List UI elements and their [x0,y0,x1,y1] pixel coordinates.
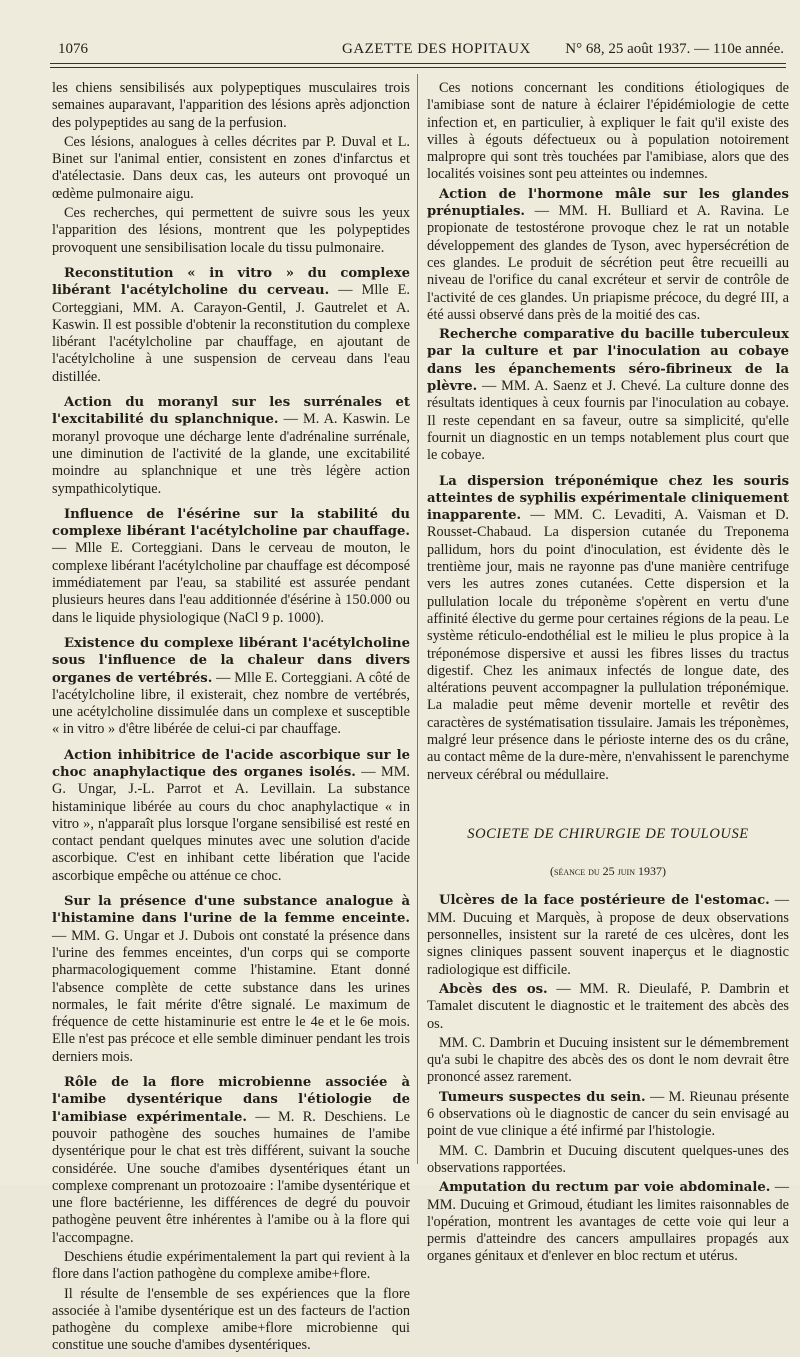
abstract-entry [52,893,410,1066]
right-column [427,80,789,1268]
abstract-entry [427,981,789,1033]
paragraph: Ces recherches, qui permettent de suivre sous les yeux l'apparition des lésions, montrent que les polypeptides provoquent une sensibilisation locale du tissu pulmonaire. [52,205,410,256]
abstract-entry [52,394,410,498]
abstract-entry [52,506,410,627]
abstract-entry [427,1179,789,1265]
abstract-heading: Tumeurs suspectes du sein. [439,1089,646,1105]
abstract-body: — MM. H. Bulliard et A. Ravina. Le propionate de testostérone provoque chez le rat un notable développement des glandes de Tyson, avec hypersécrétion de ces glandes. Le produit de sécrétion peut être recueilli au niveau de l'orifice du canal excréteur et servir de contrôle de l'activité de ces glandes. Un priapisme précoce, du degré III, a été aussi observé dans près de la moitié des cas. [427,203,789,323]
session-date: (séance du 25 juin 1937) [550,864,666,879]
issue-info: N° 68, 25 août 1937. — 110e année. [565,41,784,57]
abstract-heading: Action inhibitrice de l'acide ascorbique sur le choc anaphylactique des organes isolés. [52,747,410,780]
journal-title: GAZETTE DES HOPITAUX [342,41,531,57]
abstract-body: — MM. G. Ungar et J. Dubois ont constaté la présence dans l'urine des femmes enceintes, d'un corps qui se comporte pharmacologiquement comme l'histamine. Etant donné l'absence complète de cette substance dans les urines normales, le fait mérite d'être signalé. Le maximum de fréquence de cette histaminurie est entre le 4e et le 6e mois. Elle n'est pas précoce et elle semble diminuer pendant les trois derniers mois. [52,927,410,1065]
abstract-heading: Recherche comparative du bacille tuberculeux par la culture et par l'inoculation au cobaye dans les épanchements séro-fibrineux de la plèvre. [427,327,789,395]
abstract-body: — MM. A. Saenz et J. Chevé. La culture donne des résultats identiques à ceux fournis par l'inoculation au cobaye. Il reste cependant en sa faveur, outre sa simplicité, qu'elle fournit un diagnostic en un temps notablement plus court que le cobaye. [427,378,789,464]
paragraph: les chiens sensibilisés aux polypeptiques musculaires trois semaines auparavant, l'apparition des lésions après adjonction des polypeptides au sang de la perfusion. [52,80,410,131]
paragraph: MM. C. Dambrin et Ducuing discutent quelques-unes des observations rapportées. [427,1142,789,1176]
abstract-heading: Ulcères de la face postérieure de l'estomac. [439,893,770,909]
society-heading: SOCIETE DE CHIRURGIE DE TOULOUSE [467,825,749,842]
left-column [52,80,410,1357]
abstract-heading: Amputation du rectum par voie abdominale. [439,1180,771,1196]
abstract-body: — MM. R. Dieulafé, P. Dambrin et Tamalet discutent le diagnostic et le traitement des abcès des os. [427,980,790,1032]
paragraph: Ces notions concernant les conditions étiologiques de l'amibiase sont de nature à éclairer l'épidémiologie de cette infection et, en particulier, à expliquer le fait qu'il existe des villes à égouts défectueux ou à population notoirement malpropre qui sont très touchées par l'amibiase, alors que des localités voisines sont peu atteintes ou indemnes. [427,80,789,183]
abstract-body: — M. R. Deschiens. Le pouvoir pathogène des souches humaines de l'amibe dysentérique pour le chat est très différent, suivant la souche considérée. Une souche d'amibes dysentériques étant un complexe comprenant un protozoaire : l'amibe dysentérique et une flore bactérienne, les différences de degré du pouvoir pathogène peuvent être inhérentes à l'amibe ou à la flore qui l'accompagne. [52,1108,410,1246]
abstract-body: — MM. G. Ungar, J.-L. Parrot et A. Levillain. La substance histaminique libérée au cours du choc anaphylactique « in vitro », n'apparaît plus lorsque l'organe sensibilisé est resté en contact pendant quelques minutes avec une solution d'acide ascorbique. C'est en inhibant cette libération que l'acide ascorbique empêche ou atténue ce choc. [52,763,410,884]
paragraph: Deschiens étudie expérimentalement la part qui revient à la flore dans l'action pathogène du complexe amibe+flore. [52,1249,410,1283]
header-rule [50,63,786,64]
abstract-body: — MM. C. Levaditi, A. Vaisman et D. Rousset-Chabaud. La dispersion cutanée du Treponema pallidum, hors du point d'inoculation, est évidente dès le trentième jour, mais ne rayonne pas d'une manière centrifuge vers les autres zones cutanées. Cette dispersion et la pullulation locale du tréponème s'opèrent en vertu d'une affinité élective du germe pour certaines régions de la peau. Le système réticulo-endothélial est le milieu le plus propice à la tréponémose dispersive et aussi les fibres lisses du tractus digestif. Chez les animaux infectés de longue date, des altérations peuvent accompagner la pullulation tréponémique. La maladie peut même devenir mortelle et revêtir des caractères de systématisation tissulaire. Jamais les tréponèmes, malgré leur présence dans le périoste interne des os du crâne, au contact même de la dure-mère, n'envahissent le parenchyme nerveux cérébral ou médullaire. [427,507,789,783]
abstract-body: — Mlle E. Corteggiani, MM. A. Carayon-Gentil, J. Gautrelet et A. Kaswin. Il est possible d'obtenir la reconstitution du complexe libérant l'acétylcholine par chauffage, en ajoutant de l'acétylcholine à une suspension de cerveau dans l'eau distillée. [52,282,410,385]
abstract-heading: Action de l'hormone mâle sur les glandes prénuptiales. [427,186,789,220]
abstract-heading: Action du moranyl sur les surrénales et l'excitabilité du splanchnique. [52,395,410,428]
abstract-entry [427,186,789,324]
abstract-entry [427,326,789,464]
abstract-body: — MM. Ducuing et Grimoud, étudiant les limites raisonnables de l'opération, montrent les avantages de cette voie qui leur a permis d'atteindre des cancers ampullaires propagés aux organes génitaux et d'enlever en bloc rectum et utérus. [427,1179,789,1265]
abstract-entry [52,1074,410,1247]
abstract-entry [427,1089,789,1141]
abstract-body: — M. Rieunau présente 6 observations où le diagnostic de cancer du sein envisagé au point de vue clinique a été infirmé par l'histologie. [427,1088,789,1140]
abstract-heading: Abcès des os. [439,981,548,997]
abstract-entry [427,473,789,784]
abstract-heading: Reconstitution « in vitro » du complexe libérant l'acétylcholine du cerveau. [52,265,410,299]
abstract-entry [52,265,410,386]
column-divider [417,74,418,1164]
running-header [52,38,784,62]
abstract-body: — M. A. Kaswin. Le moranyl provoque une décharge lente d'adrénaline surrénale, une diminution de l'activité de la glande, une excitabilité moindre au splanchnique et une très légère action sympathicolytique. [52,411,410,497]
abstract-heading: Existence du complexe libérant l'acétylcholine sous l'influence de la chaleur dans divers organes de vertébrés. [52,635,410,686]
abstract-heading: Sur la présence d'une substance analogue à l'histamine dans l'urine de la femme enceinte. [52,894,410,927]
paragraph: MM. C. Dambrin et Ducuing insistent sur le démembrement qu'a subi le chapitre des abcès des os dont le nom devrait être prononcé assez rarement. [427,1034,789,1086]
abstract-heading: Influence de l'ésérine sur la stabilité du complexe libérant l'acétylcholine par chauffage. [52,506,410,540]
abstract-body: — Mlle E. Corteggiani. Dans le cerveau de mouton, le complexe libérant l'acétylcholine par chauffage est décomposé immédiatement par l'eau, sa stabilité est assurée pendant plusieurs heures dans l'eau additionnée d'ésérine à 150.000 ou dans le liquide physiologique (NaCl 9 p. 1000). [52,540,410,626]
abstract-body: — Mlle E. Corteggiani. A côté de l'acétylcholine libre, il existerait, chez nombre de vertébrés, une acétylcholine dissimulée dans un complexe et susceptible « in vitro » d'être libérée de celui-ci par chauffage. [52,669,410,738]
abstract-heading: Rôle de la flore microbienne associée à l'amibe dysentérique dans l'étiologie de l'amibiase expérimentale. [52,1075,410,1125]
header-rule-thin [50,67,786,68]
abstract-body: — MM. Ducuing et Marquès, à propose de deux observations personnelles, insistent sur la rareté de ces ulcères, dont les signes cliniques passent souvent inaperçus et le diagnostic radiologique est difficile. [427,892,789,978]
abstract-entry [427,892,789,978]
paragraph: Ces lésions, analogues à celles décrites par P. Duval et L. Binet sur l'animal entier, consistent en zones d'infarctus et d'atélectasie. Dans deux cas, les auteurs ont provoqué un œdème pulmonaire aigu. [52,133,410,202]
abstract-entry [52,635,410,739]
abstract-entry [52,747,410,885]
paragraph: Il résulte de l'ensemble de ses expériences que la flore associée à l'amibe dysentérique est un des facteurs de l'action pathogène du complexe amibe+flore microbienne qui constitue une souche d'amibes dysentériques. [52,1285,410,1354]
page-number: 1076 [58,41,88,57]
abstract-heading: La dispersion tréponémique chez les souris atteintes de syphilis expérimentale cliniquement inapparente. [427,473,789,524]
